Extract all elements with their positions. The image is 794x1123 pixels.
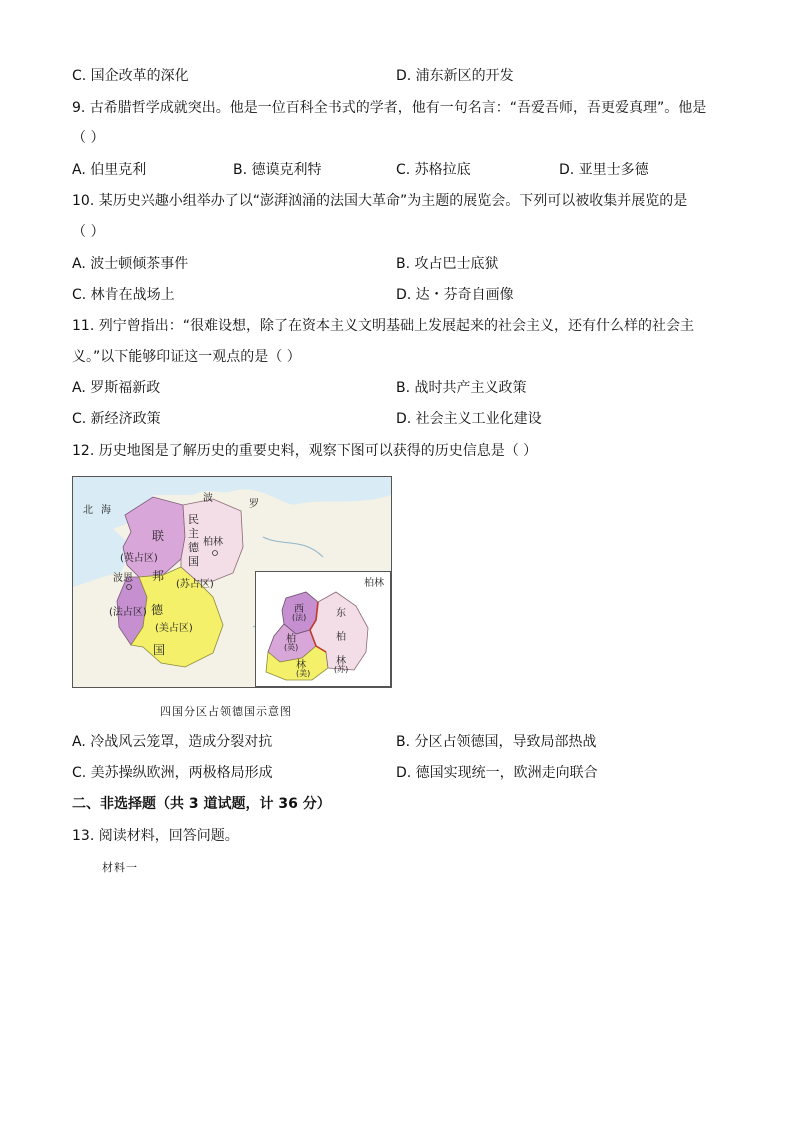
inset-east-char-2: 柏 [336,632,346,643]
berlin-label: 柏林 [203,537,223,548]
inset-west-char-1: 西 [294,604,304,615]
uk-zone-label: (英占区) [120,553,158,564]
q11-option-a: A. 罗斯福新政 [72,380,161,396]
q10-option-b: B. 攻占巴士底狱 [396,256,499,272]
us-zone-label: (美占区) [155,623,193,634]
q12-option-a: A. 冷战风云笼罩，造成分裂对抗 [72,734,273,750]
inset-soviet-label: (苏) [334,665,349,674]
q12-option-d: D. 德国实现统一，欧洲走向联合 [396,765,598,781]
q9-option-d: D. 亚里士多德 [559,162,649,178]
q10-option-d: D. 达・芬奇自画像 [396,287,514,303]
frg-char-4: 国 [153,643,166,657]
q10-option-c: C. 林肯在战场上 [72,287,175,303]
gdr-char-4: 国 [188,555,199,568]
inset-british-label: (英) [284,643,299,652]
berlin-inset [255,571,391,687]
q11-option-b: B. 战时共产主义政策 [396,380,527,396]
inset-east-char-3: 林 [336,656,346,667]
berlin-inset-drawing [256,572,390,686]
gdr-char-3: 德 [188,541,199,554]
q11-stem-line1: 11. 列宁曾指出：“很难设想，除了在资本主义文明基础上发展起来的社会主义，还有什么样的社会主 [72,318,694,334]
q10-option-a: A. 波士顿倾茶事件 [72,256,189,272]
inset-french-label: (法) [292,613,307,622]
frg-char-2: 邦 [152,569,165,583]
q11-stem-line2: 义。”以下能够印证这一观点的是（ ） [72,349,301,365]
q9-option-a: A. 伯里克利 [72,162,147,178]
q12-option-b: B. 分区占领德国，导致局部热战 [396,734,597,750]
section2-title: 二、非选择题（共 3 道试题，计 36 分） [72,796,331,812]
frg-char-3: 德 [151,603,164,617]
q9-option-c: C. 苏格拉底 [396,162,471,178]
q9-stem-line1: 9. 古希腊哲学成就突出。他是一位百科全书式的学者，他有一句名言：“吾爱吾师，吾更爱真理”。他是 [72,100,707,116]
bonn-label: 波恩 [113,573,133,584]
q8-option-d: D. 浦东新区的开发 [396,68,514,84]
inset-title: 柏林 [364,578,384,589]
q12-stem: 12. 历史地图是了解历史的重要史料，观察下图可以获得的历史信息是（ ） [72,443,538,459]
fr-zone-label: (法占区) [109,607,147,618]
q10-stem-line1: 10. 某历史兴趣小组举办了以“澎湃汹涌的法国大革命”为主题的展览会。下列可以被收集并展览的是 [72,193,688,209]
sea-label-north: 北 [83,505,93,516]
gdr-char-2: 主 [188,527,199,540]
sea-label-baltic2: 罗 [249,499,259,510]
map-caption: 四国分区占领德国示意图 [160,705,292,718]
q8-option-c: C. 国企改革的深化 [72,68,189,84]
q11-option-c: C. 新经济政策 [72,411,161,427]
frg-char-1: 联 [152,529,165,543]
inset-american-label: (美) [296,669,311,678]
inset-east-char-1: 东 [336,608,346,619]
q10-answer-bracket: （ ） [72,224,105,240]
q13-material-label: 材料一 [102,861,138,874]
sea-label-baltic: 波 [203,493,213,504]
q13-stem: 13. 阅读材料，回答问题。 [72,828,239,844]
sea-label-hai: 海 [101,505,111,516]
occupation-map [72,476,392,688]
q12-option-c: C. 美苏操纵欧洲，两极格局形成 [72,765,273,781]
gdr-char-1: 民 [188,513,199,526]
su-zone-label: (苏占区) [176,579,214,590]
inset-west-char-3: 林 [296,660,306,671]
inset-west-char-2: 柏 [286,634,296,645]
q9-answer-bracket: （ ） [72,130,105,146]
q9-option-b: B. 德谟克利特 [233,162,322,178]
q11-option-d: D. 社会主义工业化建设 [396,411,542,427]
